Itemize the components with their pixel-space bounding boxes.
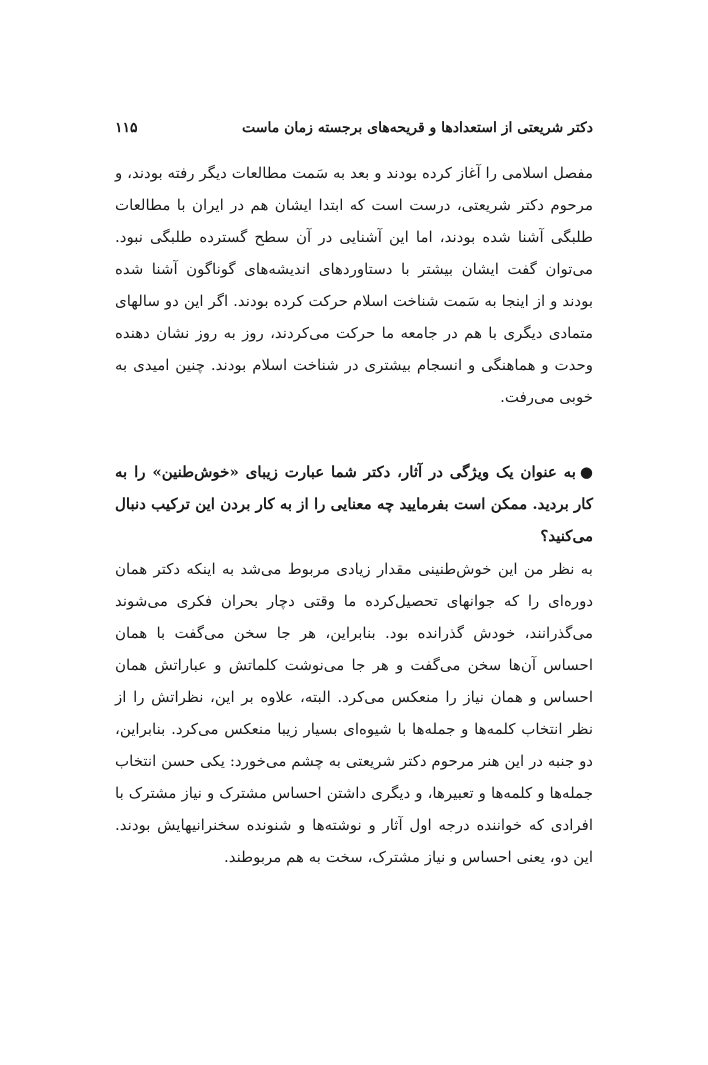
paragraph-1: مفصل اسلامی را آغاز کرده بودند و بعد به سَمت مطالعات دیگر رفته بودند، و مرحوم دکتر شریعتی، درست است که ابتدا ایشان هم در ایران با مطالعات طلبگی آشنا شده بودند، اما این آشنایی در آن سطح گسترده طلبگی نبود. می‌توان گفت ایشان بیشتر با دستاوردهای اندیشه‌های گوناگون آشنا شده بودند و از اینجا به سَمت شناخت اسلام حرکت کرده بودند. اگر این دو سالهای متمادی دیگری با هم در جامعه ما حرکت می‌کردند، روز به روز نشان دهنده وحدت و هماهنگی و انسجام بیشتری در شناخت اسلام بودند. چنین امیدی به خوبی می‌رفت. (115, 164, 593, 406)
question-paragraph (115, 456, 593, 552)
running-header (115, 120, 593, 144)
paragraph-2: به نظر من این خوش‌طنینی مقدار زیادی مربوط می‌شد به اینکه دکتر همان دوره‌ای را که جوانهای تحصیل‌کرده ما وقتی دچار بحران فکری می‌شوند می‌گذرانند، خودش گذرانده بود. بنابراین، هر جا سخن می‌گفت با همان احساس آن‌ها سخن می‌گفت و هر جا می‌نوشت کلماتش و عباراتش همان احساس و همان نیاز را منعکس می‌کرد. البته، علاوه بر این، نظراتش را از نظر انتخاب کلمه‌ها و جمله‌ها با شیوه‌ای بسیار زیبا منعکس می‌کرد. بنابراین، دو جنبه در این هنر مرحوم دکتر شریعتی به چشم می‌خورد: یکی حسن انتخاب جمله‌ها و کلمه‌ها و تعبیرها، و دیگری داشتن احساس مشترک و نیاز مشترک با افرادی که خواننده درجه اول آثار و نوشته‌ها و شنونده سخنرانیهایش بودند. این دو، یعنی احساس و نیاز مشترک، سخت به هم مربوطند. (115, 560, 593, 866)
bullet-icon: ● (579, 463, 593, 481)
question-text: به عنوان یک ویژگی در آثار، دکتر شما عبارت زیبای «خوش‌طنین» را به کار بردید. ممکن است بفرمایید چه معنایی را از به کار بردن این ترکیب دنبال می‌کنید؟ (115, 463, 593, 545)
header-title: دکتر شریعتی از استعدادها و قریحه‌های برجسته زمان ماست (242, 120, 593, 136)
book-page (115, 0, 593, 1065)
page-number: ۱۱۵ (115, 120, 138, 136)
